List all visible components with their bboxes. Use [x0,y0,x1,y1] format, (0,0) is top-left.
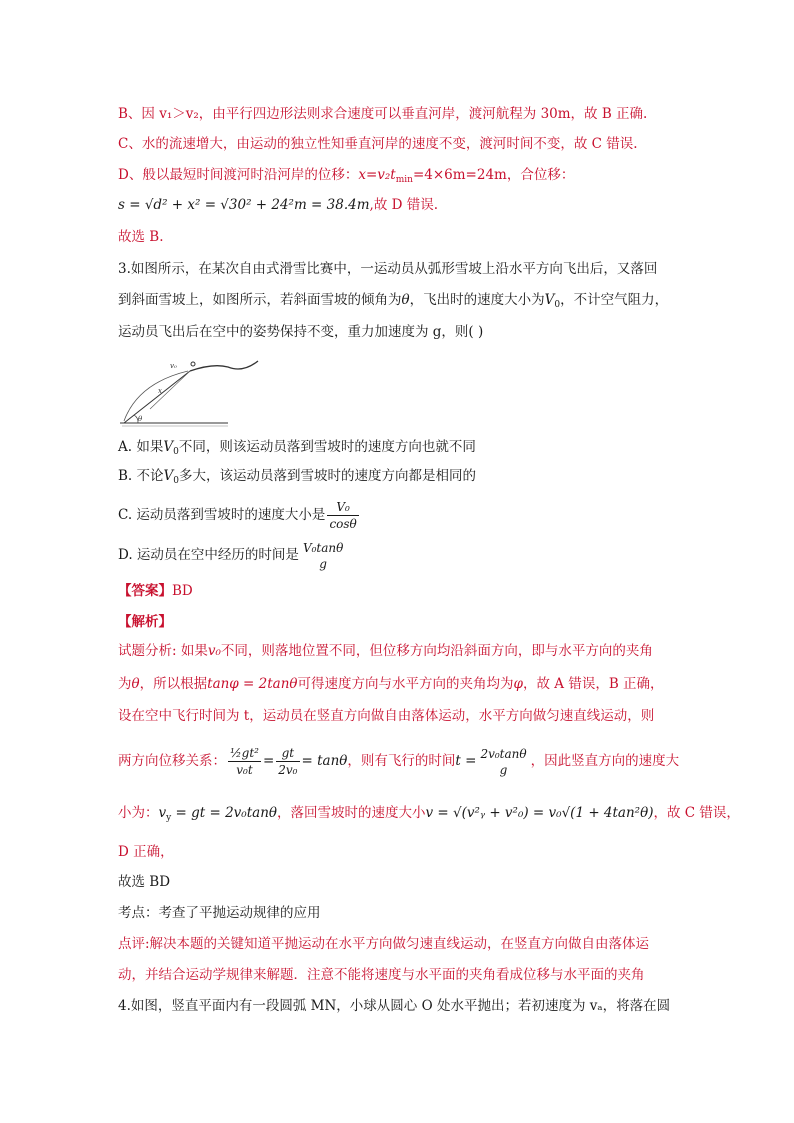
a5-vy-sub: y [166,813,172,823]
q3-line-3: 运动员飞出后在空中的姿势保持不变，重力加速度为 g，则( ) [118,324,484,340]
analysis-line-3: 设在空中飞行时间为 t，运动员在竖直方向做自由落体运动，水平方向做匀速直线运动，则 [118,708,655,724]
option-a [118,437,476,462]
a2-post: ，故 A 错误，B 正确， [523,676,664,692]
a4-post: ，因此竖直方向的速度大 [530,753,680,769]
q3-line-1: 3.如图所示，在某次自由式滑雪比赛中，一运动员从弧形雪坡上沿水平方向飞出后，又落回 [118,261,658,277]
a5-mid: ，落回雪坡时的速度大小 [277,805,426,821]
opt-b-pre: B. 不论 [118,468,164,484]
opt-a-post: 不同，则该运动员落到雪坡时的速度方向也就不同 [178,439,476,455]
a2-pre: 为 [118,676,132,692]
analysis-line-1 [118,641,653,661]
a5-pre: 小为： [118,805,159,821]
opt-b-post: 多大，该运动员落到雪坡时的速度方向都是相同的 [179,468,476,484]
analysis-line-6: D 正确， [118,844,174,860]
a1-v0: v₀ [207,643,221,659]
q3-2a: 到斜面雪坡上，如图所示，若斜面雪坡的倾角为 [118,292,402,308]
s-formula: s = √d² + x² = √30² + 24²m = 38.4m [118,197,370,213]
dianping-1: 点评:解决本题的关键知道平抛运动在水平方向做匀速直线运动，在竖直方向做自由落体运 [118,936,650,952]
d-formula: x=v₂t [358,167,396,183]
line-s-formula [118,195,438,215]
opt-a-pre: A. 如果 [118,439,164,455]
a4-f1-num: ½gt² [230,746,259,760]
fig-label-v0: v₀ [170,362,177,370]
q3-v-sub: 0 [554,300,561,310]
a4-f2-num: gt [276,745,299,762]
dianping-2: 动，并结合运动学规律来解题．注意不能将速度与水平面的夹角看成位移与水平面的夹角 [118,967,645,983]
analysis-line-2 [118,674,664,694]
d-pre: D、般以最短时间渡河时沿河岸的位移： [118,167,359,183]
a4-frac-1 [228,745,261,778]
fig-label-theta: θ [138,415,143,423]
a5-f2: v = √(v²ᵧ + v²₀) = v₀√(1 + 4tan²θ) [425,805,654,821]
s-post: ,故 D 错误. [369,197,439,213]
q4-line-1: 4.如图，竖直平面内有一段圆弧 MN，小球从圆心 O 处水平抛出；若初速度为 vₐ，将落在圆 [118,998,671,1014]
a4-frac-2 [276,745,299,778]
a4-f3-num: 2v₀tanθ [480,746,527,761]
line-option-d [118,165,574,190]
a4-mid: ，则有飞行的时间 [347,753,456,769]
q3-2f: ，不计空气阻力， [560,292,669,308]
q3-2c: ，飞出时的速度大小为 [409,292,545,308]
opt-d-fraction [301,540,345,572]
d-sub: min [395,175,413,185]
d-post: =4×6m=24m，合位移： [412,167,575,183]
a4-frac-3 [478,746,528,778]
opt-a-v: $V_0$ [163,439,179,457]
a2-mid1: ，所以根据 [139,676,208,692]
opt-c-pre: C. 运动员落到雪坡时的速度大小是 [118,507,326,523]
a1-pre: 试题分析: 如果 [118,643,208,659]
answer-value: BD [172,583,193,599]
fig-label-x: x [158,387,162,395]
option-c [118,498,361,532]
a4-eq: = tanθ [301,753,348,769]
analysis-label: 【解析】 [118,614,172,630]
opt-c-den: cosθ [329,517,357,531]
a2-theta: θ [131,676,140,692]
analysis-line-5 [118,803,740,828]
a5-post: ，故 C 错误， [653,805,740,821]
opt-c-fraction [327,499,358,532]
analysis-line-4: 两方向位移关系： $\frac{\text{½gt²}}{\text{v₀t}}$ = $\frac{gt}{\text{2v₀}}$ = tanθ，则有飞行的时间t = 2v₀tanθ g ，因此竖直方向的速度大 [118,746,680,777]
a1-post: 不同，则落地位置不同，但位移方向均沿斜面方向，即与水平方向的夹角 [220,643,653,659]
kaodian: 考点：考查了平抛运动规律的应用 [118,905,321,921]
a5-vy: v [158,805,167,821]
a4-pre: 两方向位移关系： [118,753,226,769]
q3-line-2 [118,290,668,315]
choose-2: 故选 BD [118,874,171,890]
opt-d-pre: D. 运动员在空中经历的时间是 [118,547,299,563]
a2-mid2: 可得速度方向与水平方向的夹角均为 [297,676,514,692]
option-b [118,466,476,491]
a5-f1c: = gt = 2v₀tanθ [171,805,278,821]
a2-phi: φ [513,676,523,692]
answer-label: 【答案】 [118,583,172,599]
q3-v: V [544,292,555,308]
a4-t: t = [455,753,477,769]
line-option-b: B、因 v₁＞v₂，由平行四边形法则求合速度可以垂直河岸，渡河航程为 30m，故 B 正确. [118,106,648,122]
line-option-c: C、水的流速增大，由运动的独立性知垂直河岸的速度不变，渡河时间不变，故 C 错误. [118,136,638,152]
ski-slope-figure [118,353,268,431]
q3-theta: θ [401,292,410,308]
answer-line [118,581,193,601]
opt-d-num: V₀tanθ [302,540,344,555]
opt-d-den: g [319,556,327,571]
option-d [118,538,347,572]
opt-b-v: $V_0$ [163,468,179,486]
a4-f2-den: 2v₀ [278,763,298,777]
a4-f1-den: v₀t [236,763,253,777]
a4-f3-den: g [499,762,508,777]
opt-c-num: V₀ [327,499,358,516]
line-choose-1: 故选 B. [118,229,164,245]
a2-formula: tanφ = 2tanθ [207,676,298,692]
